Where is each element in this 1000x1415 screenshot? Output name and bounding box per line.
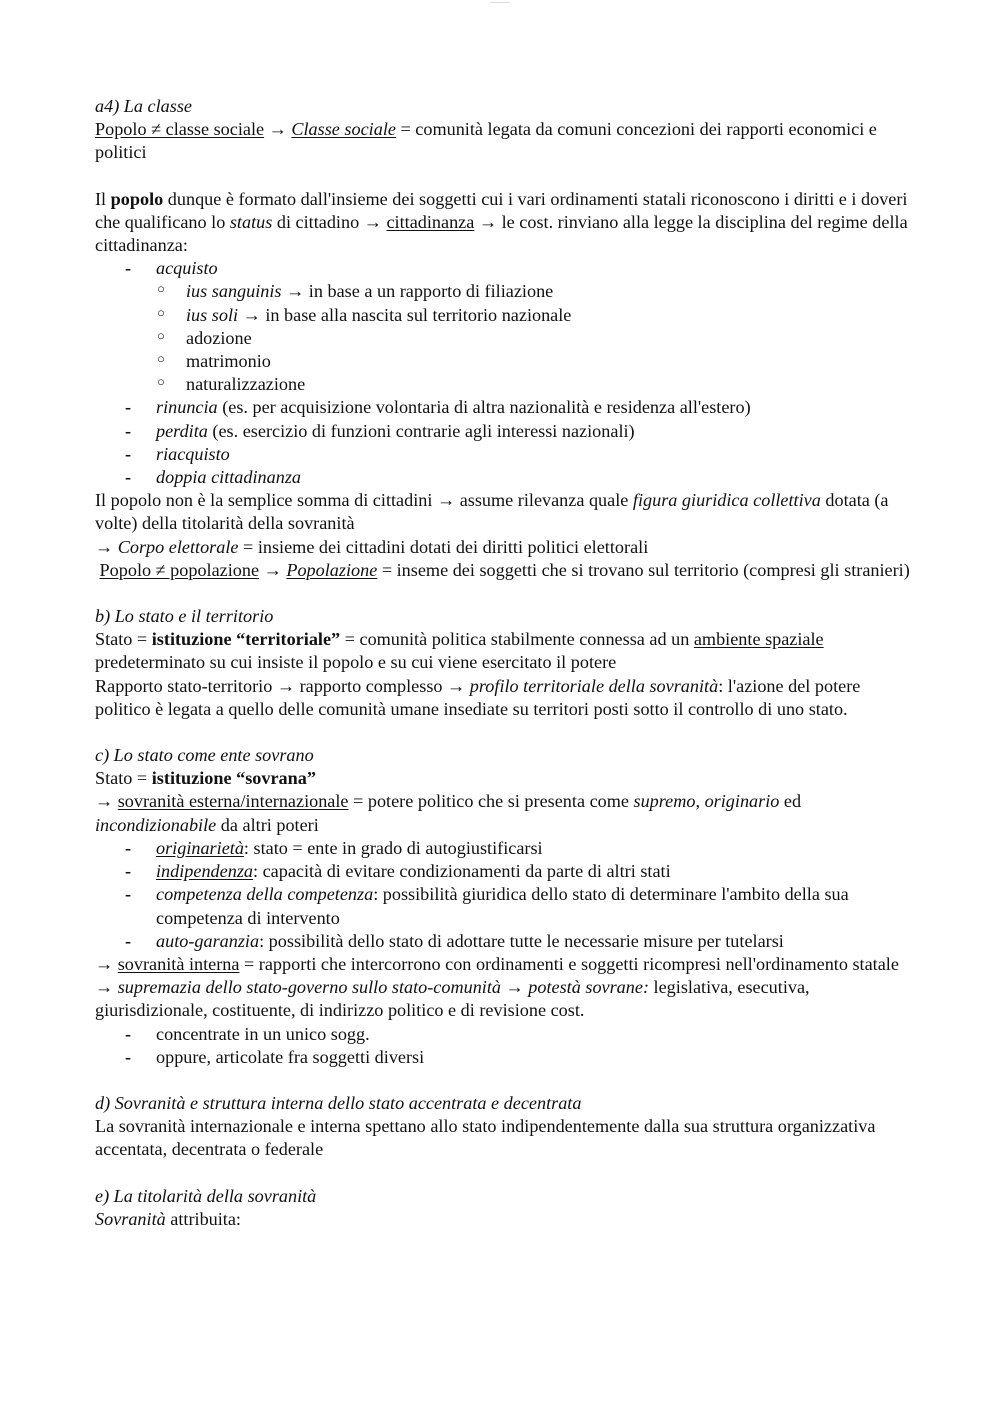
stato-territoriale-paragraph: Stato = istituzione “territoriale” = comunità politica stabilmente connessa ad un ambiente spaziale predeterminato su cui insiste il popolo e su cui viene esercitato il potere: [95, 629, 824, 673]
sovranita-interna-paragraph: → sovranità interna = rapporti che intercorrono con ordinamenti e soggetti ricompresi nell'ordinamento statale → supremazia dello stato-governo sullo stato-comunità → potestà sovrane: legislativa, esecutiva, giurisdizionale, costituente, di indirizzo politico e di revisione cost.: [95, 953, 899, 1021]
cittadinanza-list: [95, 257, 910, 489]
list-item: - originarietà: stato = ente in grado di autogiustificarsi: [125, 837, 543, 858]
sub-list-item: ○ adozione: [157, 327, 252, 348]
classe-definition: Popolo ≠ classe sociale → Classe sociale = comunità legata da comuni concezioni dei rapporti economici e politici: [95, 119, 877, 163]
sovranita-attribuita-line: Sovranità attribuita:: [95, 1208, 241, 1229]
section-heading-c: c) Lo stato come ente sovrano: [95, 745, 314, 766]
sovranita-esterna-paragraph: → sovranità esterna/internazionale = potere politico che si presenta come supremo, originario ed incondizionabile da altri poteri: [95, 791, 802, 835]
struttura-paragraph: La sovranità internazionale e interna spettano allo stato indipendentemente dalla sua struttura organizzativa accentata, decentrata o federale: [95, 1116, 876, 1160]
list-item: - concentrate in un unico sogg.: [125, 1023, 370, 1044]
list-item: - auto-garanzia: possibilità dello stato di adottare tutte le necessarie misure per tutelarsi: [125, 930, 784, 951]
list-item: - riacquisto: [125, 443, 230, 464]
popolo-paragraph: Il popolo dunque è formato dall'insieme dei soggetti cui i vari ordinamenti statali riconoscono i diritti e i doveri che qualificano lo status di cittadino → cittadinanza → le cost. rinviano alla legge la disciplina del regime della cittadinanza:: [95, 188, 908, 256]
section-heading-d: d) Sovranità e struttura interna dello stato accentrata e decentrata: [95, 1092, 582, 1113]
sub-list-item: ○ naturalizzazione: [157, 374, 306, 395]
section-heading-b: b) Lo stato e il territorio: [95, 606, 274, 627]
sub-list-item: ○ ius soli → in base alla nascita sul territorio nazionale: [157, 304, 572, 325]
list-item: - rinuncia (es. per acquisizione volontaria di altra nazionalità e residenza all'estero): [125, 397, 751, 418]
document-page: [95, 95, 910, 1231]
sovranita-esterna-list: [95, 837, 910, 953]
list-item: - acquisto: [125, 258, 218, 279]
header-mark: [490, 2, 510, 3]
section-heading-e: e) La titolarità della sovranità: [95, 1185, 317, 1206]
list-item: - doppia cittadinanza: [125, 467, 301, 488]
popolo-collettivo-paragraph: Il popolo non è la semplice somma di cittadini → assume rilevanza quale figura giuridica collettiva dotata (a volte) della titolarità della sovranità: [95, 490, 889, 534]
sub-list-item: ○ matrimonio: [157, 351, 271, 372]
popolazione-line: Popolo ≠ popolazione → Popolazione = inseme dei soggetti che si trovano sul territorio (compresi gli stranieri): [99, 559, 910, 580]
corpo-elettorale-line: → Corpo elettorale = insieme dei cittadini dotati dei diritti politici elettorali: [95, 536, 649, 557]
sub-list-item: ○ ius sanguinis → in base a un rapporto di filiazione: [157, 281, 554, 302]
list-item: - competenza della competenza: possibilità giuridica dello stato di determinare l'ambito della sua competenza di intervento: [125, 884, 849, 928]
section-heading-a4: a4) La classe: [95, 96, 192, 116]
rapporto-paragraph: Rapporto stato-territorio → rapporto complesso → profilo territoriale della sovranità: l'azione del potere politico è legata a quello delle comunità umane insediate su territori posti sotto il controllo di uno stato.: [95, 675, 861, 719]
list-item: - indipendenza: capacità di evitare condizionamenti da parte di altri stati: [125, 861, 671, 882]
stato-sovrana-line: Stato = istituzione “sovrana”: [95, 768, 316, 789]
potesta-list: [95, 1023, 910, 1069]
list-item: - oppure, articolate fra soggetti diversi: [125, 1046, 425, 1067]
list-item: - perdita (es. esercizio di funzioni contrarie agli interessi nazionali): [125, 420, 635, 441]
